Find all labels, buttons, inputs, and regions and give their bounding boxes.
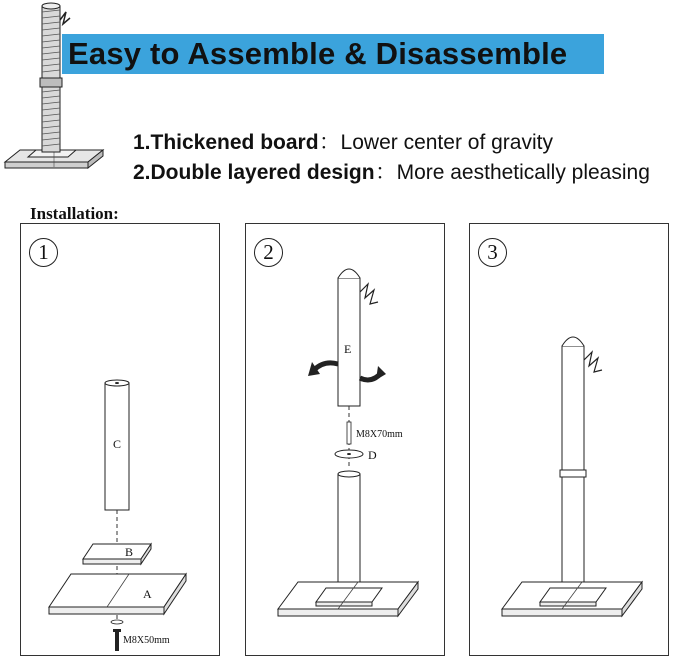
feature-1 (133, 130, 553, 156)
installation-label: Installation: (30, 204, 119, 223)
feature-1-sep: ： (319, 131, 341, 154)
post-c-label: C (113, 437, 122, 451)
feature-1-bold: 1.Thickened board (133, 131, 319, 154)
step-3-number: 3 (478, 238, 507, 267)
feature-2-text: More aesthetically pleasing (396, 161, 650, 184)
step-1-panel (20, 223, 220, 656)
step-3-drawing (470, 224, 670, 657)
banner-title: Easy to Assemble & Disassemble (68, 36, 568, 71)
step-3-panel (469, 223, 669, 656)
screw-label: M8X50mm (123, 635, 170, 646)
feature-2-bold: 2.Double layered design (133, 161, 375, 184)
step-1-number: 1 (29, 238, 58, 267)
feature-2-sep: ： (375, 161, 397, 184)
post-e-label: E (344, 342, 352, 356)
step-2-panel (245, 223, 445, 656)
board-a-label: A (143, 587, 152, 601)
step-2-drawing (246, 224, 446, 657)
washer-d-label: D (368, 448, 377, 462)
feature-2 (133, 160, 650, 186)
step-2-number: 2 (254, 238, 283, 267)
screw-label: M8X70mm (356, 429, 403, 440)
feature-1-text: Lower center of gravity (340, 131, 553, 154)
board-b-label: B (125, 545, 134, 559)
